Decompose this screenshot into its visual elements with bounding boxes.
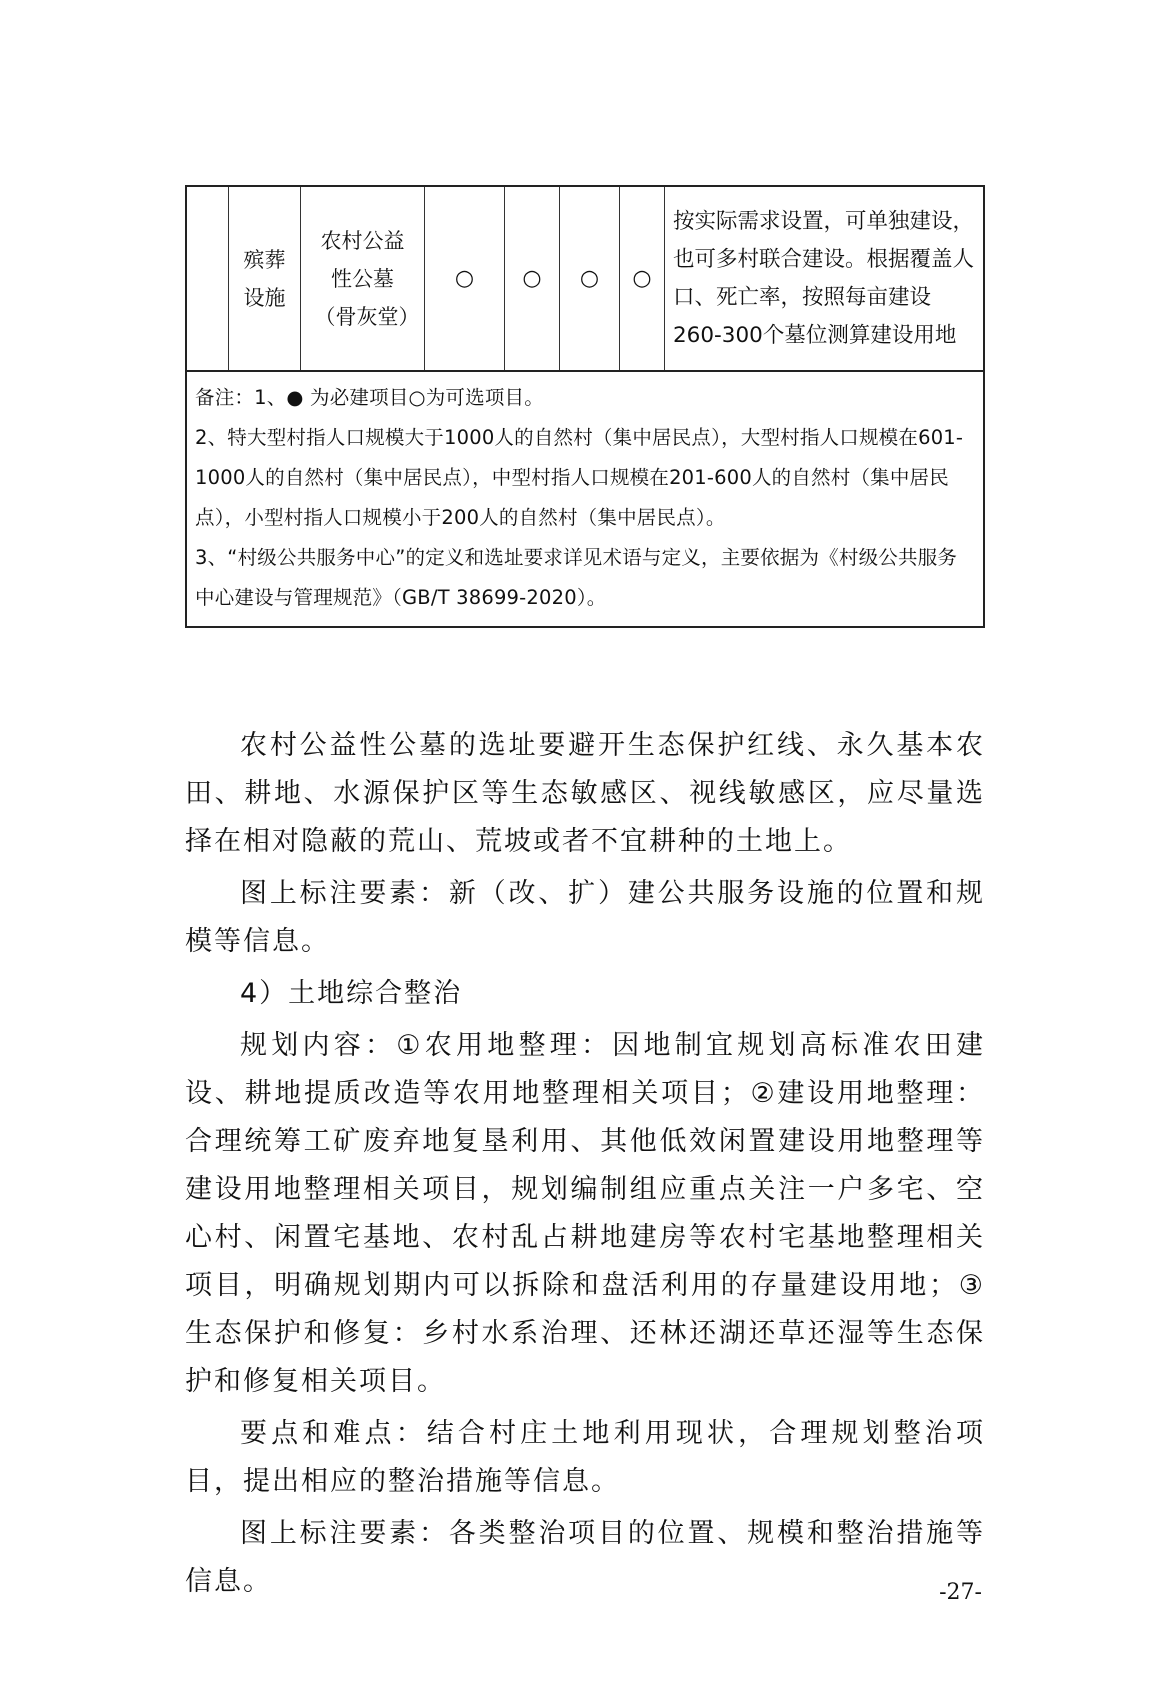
facility-table xyxy=(185,185,985,628)
page-number: -27- xyxy=(939,1580,982,1605)
table-cell-empty xyxy=(187,187,229,370)
description-text: 按实际需求设置，可单独建设，也可多村联合建设。根据覆盖人口、死亡率，按照每亩建设260-300个墓位测算建设用地 xyxy=(673,208,975,348)
table-cell-mark-4 xyxy=(620,187,665,370)
category-text: 殡葬设施 xyxy=(243,247,286,310)
optional-mark: ○ xyxy=(579,265,600,291)
table-cell-mark-2 xyxy=(505,187,560,370)
item-text: 农村公益性公墓（骨灰堂） xyxy=(314,228,420,329)
optional-mark: ○ xyxy=(632,265,652,291)
body-text xyxy=(185,722,985,1610)
paragraph: 图上标注要素：新（改、扩）建公共服务设施的位置和规模等信息。 xyxy=(185,878,985,957)
paragraph: 规划内容：①农用地整理：因地制宜规划高标准农田建设、耕地提质改造等农用地整理相关项目；②建设用地整理：合理统筹工矿废弃地复垦利用、其他低效闲置建设用地整理等建设用地整理相关项目，规划编制组应重点关注一户多宅、空心村、闲置宅基地、农村乱占耕地建房等农村宅基地整理相关项目，明确规划期内可以拆除和盘活利用的存量建设用地；③生态保护和修复：乡村水系治理、还林还湖还草还湿等生态保护和修复相关项目。 xyxy=(185,1030,985,1397)
paragraph: 要点和难点：结合村庄土地利用现状，合理规划整治项目，提出相应的整治措施等信息。 xyxy=(185,1418,985,1497)
table-cell-description xyxy=(665,187,983,370)
note-1: 备注：1、● 为必建项目○为可选项目。 xyxy=(195,386,544,409)
table-notes xyxy=(187,372,983,626)
note-3: 3、“村级公共服务中心”的定义和选址要求详见术语与定义，主要依据为《村级公共服务中心建设与管理规范》（GB/T 38699-2020）。 xyxy=(195,546,958,609)
table-cell-item xyxy=(301,187,425,370)
note-2: 2、特大型村指人口规模大于1000人的自然村（集中居民点），大型村指人口规模在601-1000人的自然村（集中居民点），中型村指人口规模在201-600人的自然村（集中居民点），小型村指人口规模小于200人的自然村（集中居民点）。 xyxy=(195,426,964,529)
section-heading: 4）土地综合整治 xyxy=(240,978,463,1009)
table-row xyxy=(187,187,983,372)
table-cell-category xyxy=(229,187,301,370)
optional-mark: ○ xyxy=(522,265,542,291)
optional-mark: ○ xyxy=(454,265,475,291)
table-cell-mark-1 xyxy=(425,187,505,370)
paragraph: 农村公益性公墓的选址要避开生态保护红线、永久基本农田、耕地、水源保护区等生态敏感区、视线敏感区，应尽量选择在相对隐蔽的荒山、荒坡或者不宜耕种的土地上。 xyxy=(185,730,985,857)
table-cell-mark-3 xyxy=(560,187,620,370)
paragraph: 图上标注要素：各类整治项目的位置、规模和整治措施等信息。 xyxy=(185,1518,985,1597)
